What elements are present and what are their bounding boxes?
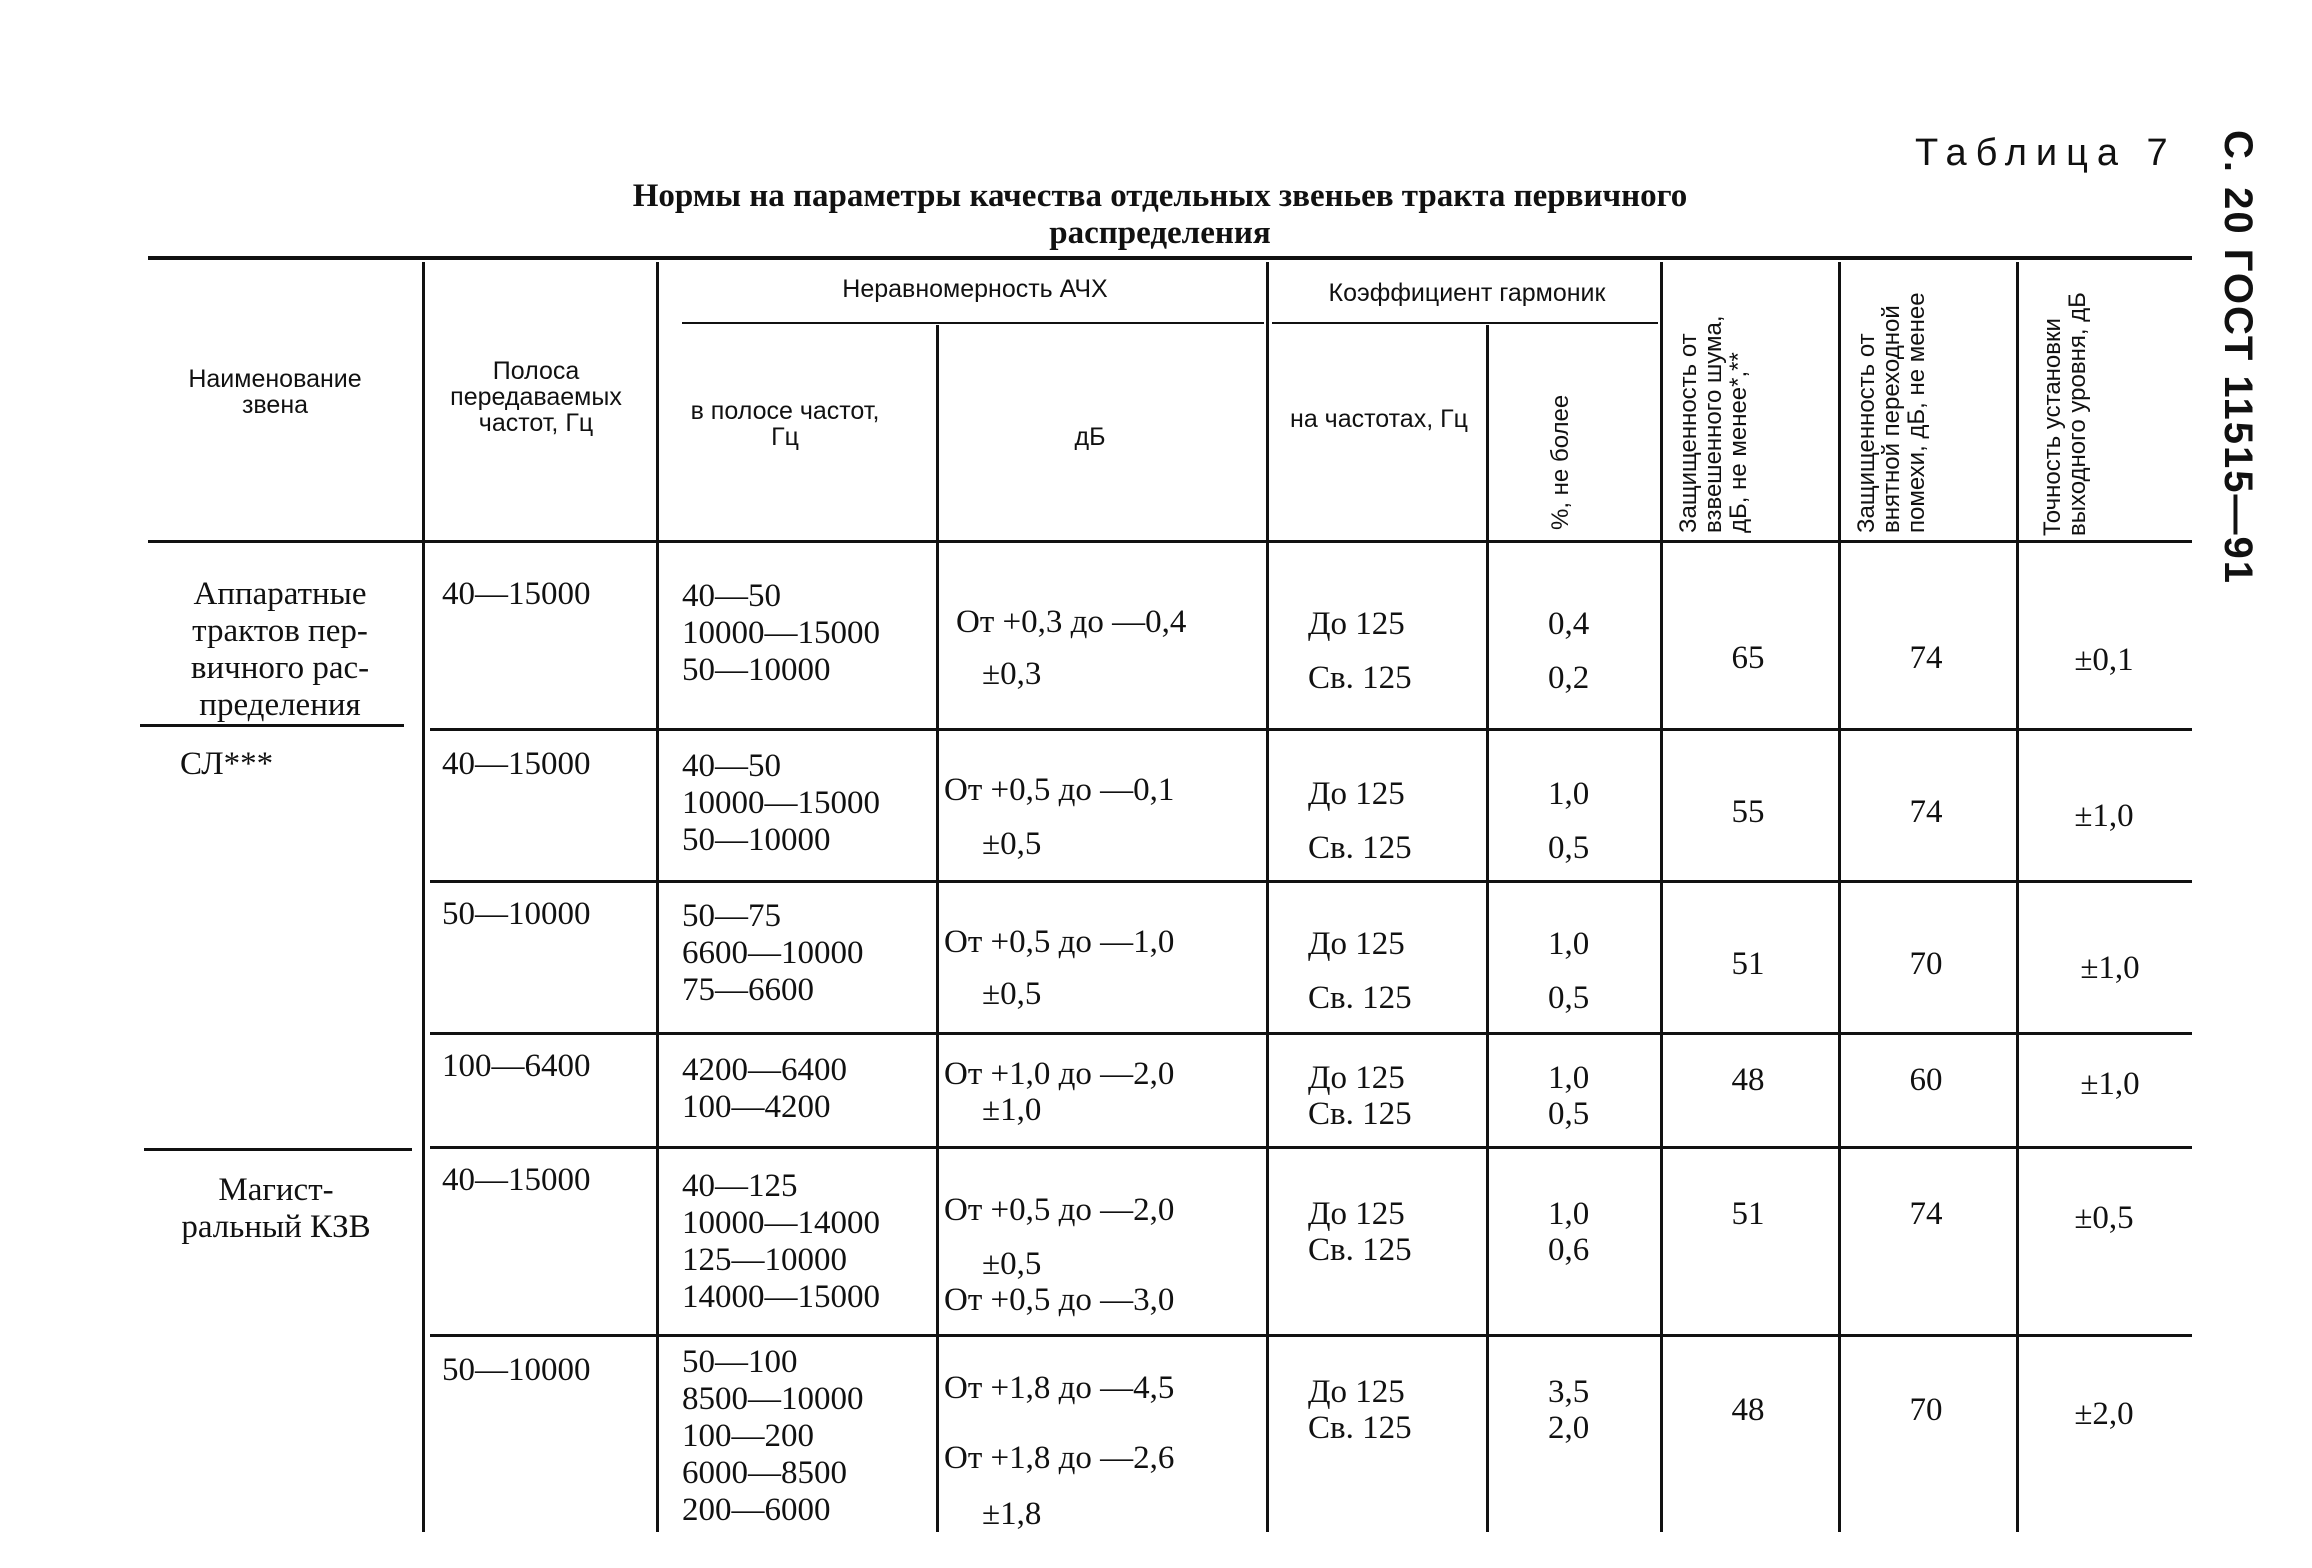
col-divider-6 [1660, 262, 1663, 1532]
subband: 6600—10000 [682, 935, 864, 971]
table-row-pct: 2,0 [1548, 1410, 1590, 1446]
subband: 10000—15000 [682, 615, 880, 651]
col-divider-2 [656, 262, 659, 1532]
page-header: С. 20 ГОСТ 11515—91 [2216, 130, 2260, 585]
subband: 4200—6400 [682, 1052, 847, 1088]
table-row-crosstalk: 74 [1909, 794, 1943, 830]
table-row-accuracy: ±1,0 [2074, 798, 2134, 834]
table-row-accuracy: ±2,0 [2074, 1396, 2134, 1432]
table-row-db: ±0,5 [982, 1246, 1042, 1282]
table-row-noise: 51 [1731, 1196, 1765, 1232]
link-name-apparatus [150, 576, 410, 724]
subband: 50—10000 [682, 652, 831, 688]
table-row-band: 100—6400 [442, 1048, 591, 1084]
table-title: Нормы на параметры качества отдельных звеньев тракта первичного распределения [632, 178, 1688, 251]
col-divider-3 [936, 325, 939, 1532]
table-row-crosstalk: 70 [1909, 946, 1943, 982]
name-sep-2 [144, 1148, 412, 1151]
subband: 50—75 [682, 898, 781, 934]
table-row-pct: 1,0 [1548, 1060, 1590, 1096]
subband: 14000—15000 [682, 1279, 880, 1315]
table-row-pct: 1,0 [1548, 776, 1590, 812]
table-row-crosstalk: 70 [1909, 1392, 1943, 1428]
table-label: Таблица 7 [1915, 132, 2177, 174]
table-row-freq: До 125 [1308, 606, 1405, 642]
header-harmonic-pct: %, не более [1547, 394, 1574, 530]
link-name-sl: СЛ*** [180, 746, 274, 782]
subband: 8500—10000 [682, 1381, 864, 1417]
header-bottom-rule [148, 540, 2192, 543]
table-row-freq: Св. 125 [1308, 660, 1412, 696]
table-row-freq: Св. 125 [1308, 830, 1412, 866]
table-row-crosstalk: 60 [1909, 1062, 1943, 1098]
table-row-subbands [682, 748, 880, 859]
subband: 50—100 [682, 1344, 798, 1380]
table-row-db: ±1,0 [982, 1092, 1042, 1128]
header-weighted-noise: Защищенность от взвешенного шума, дБ, не менее*,** [1675, 315, 1752, 533]
table-row-noise: 48 [1731, 1392, 1765, 1428]
row-sep-4 [430, 1146, 2192, 1149]
table-row-db: ±0,5 [982, 826, 1042, 862]
header-unevenness-db: дБ [1074, 423, 1106, 451]
col-divider-5 [1486, 325, 1489, 1532]
header-harmonic-group: Коэффициент гармоник [1328, 279, 1606, 307]
link-name-line: Магист- [218, 1172, 334, 1208]
row-sep-1 [430, 728, 2192, 731]
subband: 100—200 [682, 1418, 814, 1454]
link-name-trunk [146, 1172, 406, 1246]
subband: 200—6000 [682, 1492, 831, 1528]
table-row-noise: 55 [1731, 794, 1765, 830]
table-row-pct: 1,0 [1548, 926, 1590, 962]
table-row-band: 50—10000 [442, 1352, 591, 1388]
col-divider-7 [1838, 262, 1841, 1532]
subband: 10000—15000 [682, 785, 880, 821]
table-row-pct: 1,0 [1548, 1196, 1590, 1232]
subband: 40—50 [682, 578, 781, 614]
table-row-db: От +0,5 до —1,0 [944, 924, 1175, 960]
table-row-db: От +0,5 до —0,1 [944, 772, 1175, 808]
table-row-subbands [682, 1052, 847, 1126]
table-row-crosstalk: 74 [1909, 640, 1943, 676]
table-row-freq: Св. 125 [1308, 1410, 1412, 1446]
header-band: Полоса передаваемых частот, Гц [450, 357, 622, 437]
col-divider-1 [422, 262, 425, 1532]
subband: 10000—14000 [682, 1205, 880, 1241]
table-row-freq: До 125 [1308, 926, 1405, 962]
table-row-band: 40—15000 [442, 1162, 591, 1198]
table-row-freq: Св. 125 [1308, 980, 1412, 1016]
link-name-line: ральный КЗВ [181, 1209, 371, 1245]
header-harmonic-freq: на частотах, Гц [1290, 405, 1468, 433]
table-row-pct: 0,6 [1548, 1232, 1590, 1268]
table-row-accuracy: ±0,1 [2074, 642, 2134, 678]
table-row-db: ±0,3 [982, 656, 1042, 692]
table-row-subbands [682, 1168, 880, 1316]
subband: 6000—8500 [682, 1455, 847, 1491]
subband: 50—10000 [682, 822, 831, 858]
table-row-freq: До 125 [1308, 1060, 1405, 1096]
table-row-pct: 0,5 [1548, 1096, 1590, 1132]
subband: 125—10000 [682, 1242, 847, 1278]
table-row-pct: 0,5 [1548, 830, 1590, 866]
table-row-db: От +0,3 до —0,4 [956, 604, 1187, 640]
table-top-rule [148, 256, 2192, 260]
subband: 100—4200 [682, 1089, 831, 1125]
table-row-freq: До 125 [1308, 1374, 1405, 1410]
header-level-accuracy: Точность установки выходного уровня, дБ [2039, 292, 2091, 536]
table-row-accuracy: ±1,0 [2080, 1066, 2140, 1102]
table-row-noise: 48 [1731, 1062, 1765, 1098]
row-sep-2 [430, 880, 2192, 883]
unevenness-group-rule [682, 322, 1264, 324]
table-row-db: ±1,8 [982, 1496, 1042, 1532]
subband: 40—125 [682, 1168, 798, 1204]
link-name-line: пределения [199, 687, 361, 723]
table-row-db: От +0,5 до —3,0 [944, 1282, 1175, 1318]
table-row-db: От +1,8 до —2,6 [944, 1440, 1175, 1476]
table-row-pct: 3,5 [1548, 1374, 1590, 1410]
table-row-band: 50—10000 [442, 896, 591, 932]
table-row-noise: 65 [1731, 640, 1765, 676]
table-row-band: 40—15000 [442, 746, 591, 782]
header-unevenness-band: в полосе частот, Гц [690, 397, 880, 451]
link-name-line: трактов пер- [192, 613, 368, 649]
table-row-crosstalk: 74 [1909, 1196, 1943, 1232]
table-row-freq: Св. 125 [1308, 1096, 1412, 1132]
table-row-accuracy: ±1,0 [2080, 950, 2140, 986]
header-crosstalk: Защищенность от внятной переходной помехи, дБ, не менее [1853, 292, 1930, 533]
col-divider-8 [2016, 262, 2019, 1532]
table-row-subbands [682, 578, 880, 689]
table-row-accuracy: ±0,5 [2074, 1200, 2134, 1236]
table-row-db: От +1,0 до —2,0 [944, 1056, 1175, 1092]
col-divider-4 [1266, 262, 1269, 1532]
row-sep-5 [430, 1334, 2192, 1337]
subband: 75—6600 [682, 972, 814, 1008]
table-row-db: ±0,5 [982, 976, 1042, 1012]
table-row-freq: До 125 [1308, 1196, 1405, 1232]
table-row-subbands [682, 1344, 864, 1529]
link-name-line: Аппаратные [193, 576, 367, 612]
row-sep-3 [430, 1032, 2192, 1035]
table-row-pct: 0,5 [1548, 980, 1590, 1016]
table-row-db: От +0,5 до —2,0 [944, 1192, 1175, 1228]
name-sep-1 [140, 724, 404, 727]
harmonic-group-rule [1272, 322, 1658, 324]
table-row-pct: 0,2 [1548, 660, 1590, 696]
link-name-line: вичного рас- [190, 650, 370, 686]
table-row-db: От +1,8 до —4,5 [944, 1370, 1175, 1406]
subband: 40—50 [682, 748, 781, 784]
table-row-pct: 0,4 [1548, 606, 1590, 642]
table-row-freq: Св. 125 [1308, 1232, 1412, 1268]
table-row-noise: 51 [1731, 946, 1765, 982]
table-row-freq: До 125 [1308, 776, 1405, 812]
header-unevenness-group: Неравномерность АЧХ [842, 275, 1108, 303]
header-link-name: Наименование звена [188, 365, 362, 419]
table-row-band: 40—15000 [442, 576, 591, 612]
table-row-subbands [682, 898, 864, 1009]
